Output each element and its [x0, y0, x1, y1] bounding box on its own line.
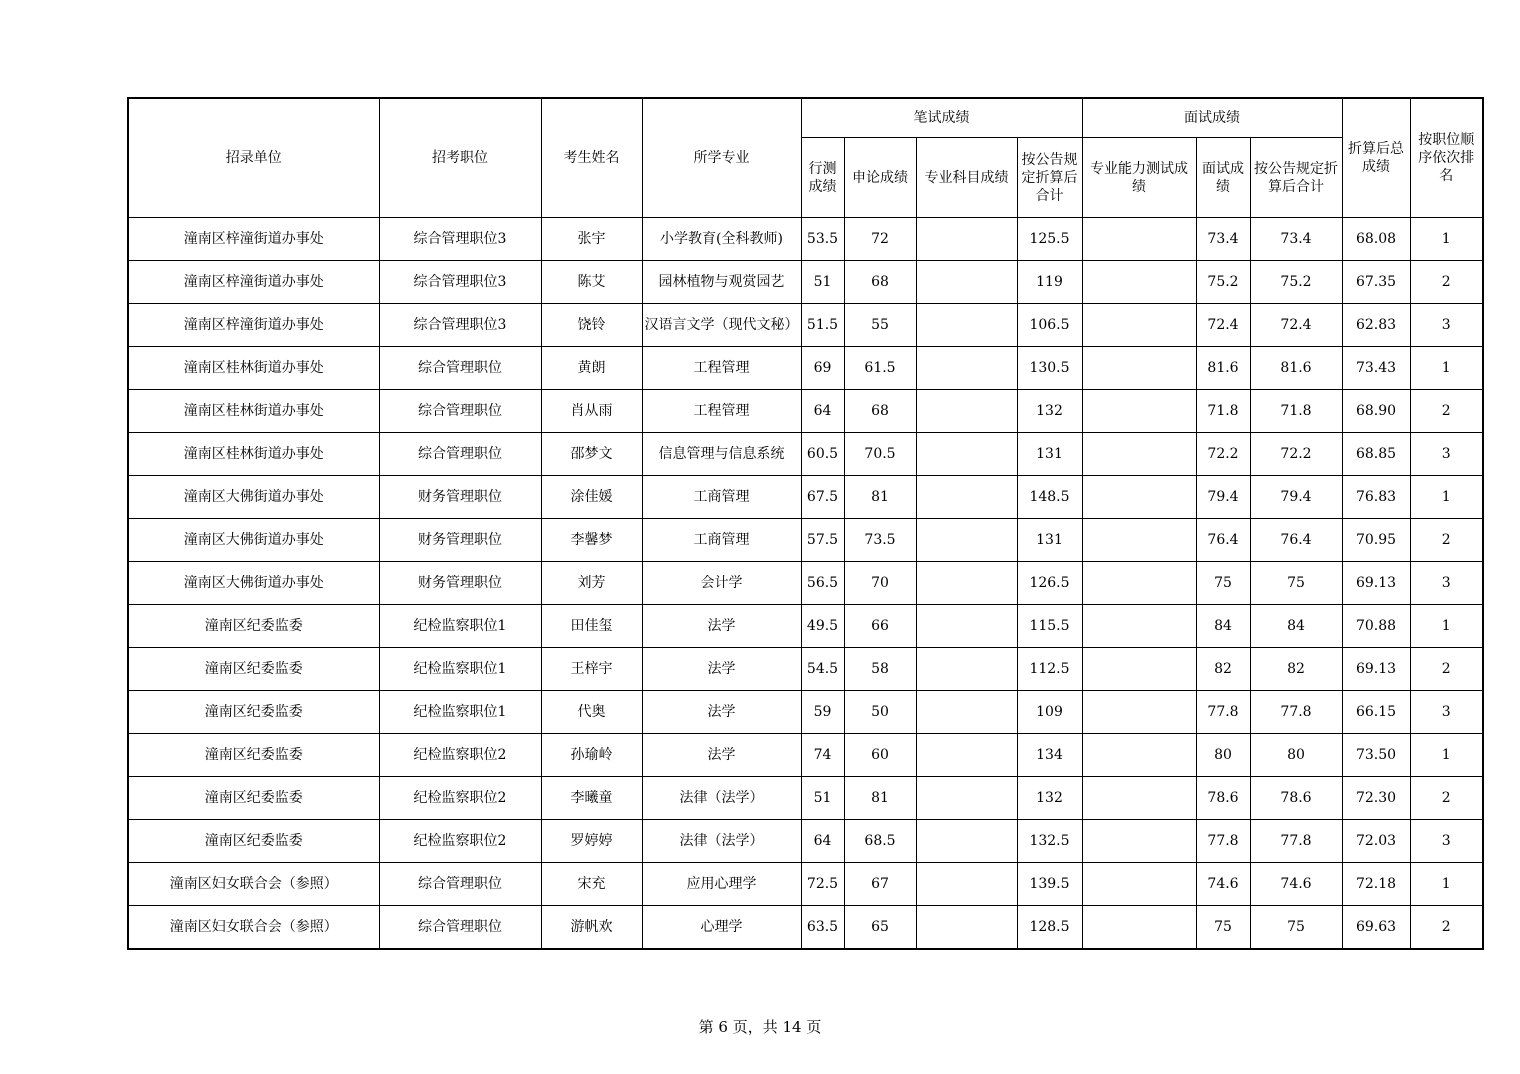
cell-professional-subject — [916, 476, 1017, 519]
cell-written-converted: 109 — [1017, 691, 1082, 734]
cell-interview-score: 72.2 — [1196, 433, 1250, 476]
table-row — [128, 648, 1483, 691]
cell-interview-score: 75 — [1196, 562, 1250, 605]
cell-rank: 3 — [1410, 433, 1483, 476]
cell-ability-test — [1082, 347, 1196, 390]
cell-name: 陈艾 — [541, 261, 642, 304]
cell-rank: 3 — [1410, 562, 1483, 605]
cell-interview-score: 84 — [1196, 605, 1250, 648]
cell-written-converted: 128.5 — [1017, 906, 1082, 950]
cell-shenlun: 68 — [844, 390, 916, 433]
table-row — [128, 218, 1483, 261]
cell-written-converted: 112.5 — [1017, 648, 1082, 691]
cell-major: 法学 — [642, 734, 801, 777]
cell-professional-subject — [916, 605, 1017, 648]
cell-name: 刘芳 — [541, 562, 642, 605]
cell-rank: 1 — [1410, 476, 1483, 519]
cell-position: 纪检监察职位1 — [379, 605, 541, 648]
cell-rank: 2 — [1410, 261, 1483, 304]
header-position: 招考职位 — [379, 98, 541, 218]
cell-written-converted: 134 — [1017, 734, 1082, 777]
cell-xingce: 59 — [801, 691, 844, 734]
table-row — [128, 863, 1483, 906]
table-row — [128, 734, 1483, 777]
cell-professional-subject — [916, 906, 1017, 950]
cell-shenlun: 66 — [844, 605, 916, 648]
cell-name: 王梓宇 — [541, 648, 642, 691]
cell-unit: 潼南区纪委监委 — [128, 820, 379, 863]
cell-ability-test — [1082, 476, 1196, 519]
cell-shenlun: 50 — [844, 691, 916, 734]
cell-unit: 潼南区妇女联合会（参照） — [128, 906, 379, 950]
cell-unit: 潼南区大佛街道办事处 — [128, 519, 379, 562]
cell-major: 法学 — [642, 648, 801, 691]
cell-interview-converted: 75 — [1250, 906, 1342, 950]
cell-ability-test — [1082, 562, 1196, 605]
cell-position: 综合管理职位 — [379, 390, 541, 433]
cell-shenlun: 70 — [844, 562, 916, 605]
cell-professional-subject — [916, 261, 1017, 304]
cell-shenlun: 68.5 — [844, 820, 916, 863]
cell-name: 田佳玺 — [541, 605, 642, 648]
cell-unit: 潼南区妇女联合会（参照） — [128, 863, 379, 906]
header-unit: 招录单位 — [128, 98, 379, 218]
cell-shenlun: 58 — [844, 648, 916, 691]
table-row — [128, 304, 1483, 347]
header-interview-converted: 按公告规定折算后合计 — [1250, 138, 1342, 218]
header-name: 考生姓名 — [541, 98, 642, 218]
cell-xingce: 49.5 — [801, 605, 844, 648]
cell-rank: 1 — [1410, 218, 1483, 261]
header-written-group: 笔试成绩 — [801, 98, 1082, 138]
cell-total: 70.88 — [1342, 605, 1410, 648]
cell-xingce: 51 — [801, 777, 844, 820]
cell-major: 应用心理学 — [642, 863, 801, 906]
cell-interview-score: 80 — [1196, 734, 1250, 777]
cell-professional-subject — [916, 777, 1017, 820]
cell-xingce: 67.5 — [801, 476, 844, 519]
cell-position: 综合管理职位 — [379, 347, 541, 390]
header-major: 所学专业 — [642, 98, 801, 218]
cell-name: 罗婷婷 — [541, 820, 642, 863]
cell-shenlun: 55 — [844, 304, 916, 347]
cell-xingce: 69 — [801, 347, 844, 390]
score-table — [127, 97, 1484, 950]
cell-major: 法学 — [642, 691, 801, 734]
cell-name: 孙瑜岭 — [541, 734, 642, 777]
table-row — [128, 777, 1483, 820]
cell-rank: 1 — [1410, 734, 1483, 777]
cell-ability-test — [1082, 261, 1196, 304]
table-row — [128, 347, 1483, 390]
header-ability-test: 专业能力测试成绩 — [1082, 138, 1196, 218]
cell-rank: 2 — [1410, 906, 1483, 950]
cell-total: 72.03 — [1342, 820, 1410, 863]
cell-unit: 潼南区纪委监委 — [128, 691, 379, 734]
header-rank: 按职位顺序依次排名 — [1410, 98, 1483, 218]
cell-major: 法学 — [642, 605, 801, 648]
cell-rank: 2 — [1410, 648, 1483, 691]
table-row — [128, 906, 1483, 950]
cell-written-converted: 131 — [1017, 433, 1082, 476]
cell-written-converted: 126.5 — [1017, 562, 1082, 605]
cell-total: 72.30 — [1342, 777, 1410, 820]
cell-shenlun: 73.5 — [844, 519, 916, 562]
cell-xingce: 72.5 — [801, 863, 844, 906]
cell-ability-test — [1082, 648, 1196, 691]
cell-name: 涂佳媛 — [541, 476, 642, 519]
cell-professional-subject — [916, 691, 1017, 734]
cell-total: 69.63 — [1342, 906, 1410, 950]
cell-interview-score: 77.8 — [1196, 820, 1250, 863]
header-interview-group: 面试成绩 — [1082, 98, 1342, 138]
cell-shenlun: 67 — [844, 863, 916, 906]
cell-unit: 潼南区桂林街道办事处 — [128, 390, 379, 433]
cell-interview-converted: 71.8 — [1250, 390, 1342, 433]
cell-total: 68.85 — [1342, 433, 1410, 476]
cell-shenlun: 60 — [844, 734, 916, 777]
cell-major: 会计学 — [642, 562, 801, 605]
cell-major: 工程管理 — [642, 390, 801, 433]
cell-professional-subject — [916, 218, 1017, 261]
cell-shenlun: 72 — [844, 218, 916, 261]
cell-rank: 1 — [1410, 863, 1483, 906]
header-professional-subject: 专业科目成绩 — [916, 138, 1017, 218]
cell-position: 综合管理职位 — [379, 433, 541, 476]
cell-name: 张宇 — [541, 218, 642, 261]
cell-rank: 3 — [1410, 820, 1483, 863]
cell-written-converted: 106.5 — [1017, 304, 1082, 347]
header-interview-score: 面试成绩 — [1196, 138, 1250, 218]
cell-interview-converted: 79.4 — [1250, 476, 1342, 519]
cell-written-converted: 131 — [1017, 519, 1082, 562]
cell-unit: 潼南区梓潼街道办事处 — [128, 218, 379, 261]
cell-written-converted: 132 — [1017, 777, 1082, 820]
cell-written-converted: 139.5 — [1017, 863, 1082, 906]
cell-total: 70.95 — [1342, 519, 1410, 562]
cell-professional-subject — [916, 433, 1017, 476]
cell-unit: 潼南区纪委监委 — [128, 648, 379, 691]
cell-professional-subject — [916, 734, 1017, 777]
cell-unit: 潼南区梓潼街道办事处 — [128, 304, 379, 347]
cell-professional-subject — [916, 648, 1017, 691]
cell-major: 工商管理 — [642, 519, 801, 562]
cell-ability-test — [1082, 691, 1196, 734]
cell-total: 69.13 — [1342, 648, 1410, 691]
table-row — [128, 390, 1483, 433]
cell-ability-test — [1082, 304, 1196, 347]
page-footer: 第 6 页，共 14 页 — [698, 1018, 822, 1036]
cell-written-converted: 115.5 — [1017, 605, 1082, 648]
cell-interview-converted: 84 — [1250, 605, 1342, 648]
cell-position: 纪检监察职位2 — [379, 820, 541, 863]
cell-professional-subject — [916, 562, 1017, 605]
header-total: 折算后总成绩 — [1342, 98, 1410, 218]
cell-position: 财务管理职位 — [379, 519, 541, 562]
cell-interview-converted: 78.6 — [1250, 777, 1342, 820]
table-row — [128, 519, 1483, 562]
cell-rank: 3 — [1410, 304, 1483, 347]
cell-ability-test — [1082, 734, 1196, 777]
header-shenlun: 申论成绩 — [844, 138, 916, 218]
cell-interview-converted: 76.4 — [1250, 519, 1342, 562]
cell-major: 工程管理 — [642, 347, 801, 390]
cell-xingce: 51 — [801, 261, 844, 304]
cell-ability-test — [1082, 390, 1196, 433]
cell-position: 综合管理职位 — [379, 906, 541, 950]
cell-interview-score: 72.4 — [1196, 304, 1250, 347]
cell-total: 73.43 — [1342, 347, 1410, 390]
cell-position: 财务管理职位 — [379, 476, 541, 519]
cell-interview-converted: 80 — [1250, 734, 1342, 777]
cell-unit: 潼南区大佛街道办事处 — [128, 562, 379, 605]
cell-rank: 3 — [1410, 691, 1483, 734]
cell-xingce: 64 — [801, 390, 844, 433]
table-row — [128, 562, 1483, 605]
cell-professional-subject — [916, 347, 1017, 390]
cell-written-converted: 132.5 — [1017, 820, 1082, 863]
cell-major: 小学教育(全科教师) — [642, 218, 801, 261]
cell-interview-converted: 81.6 — [1250, 347, 1342, 390]
cell-major: 心理学 — [642, 906, 801, 950]
cell-name: 代奥 — [541, 691, 642, 734]
cell-name: 黄朗 — [541, 347, 642, 390]
cell-xingce: 56.5 — [801, 562, 844, 605]
cell-interview-score: 82 — [1196, 648, 1250, 691]
cell-xingce: 57.5 — [801, 519, 844, 562]
cell-professional-subject — [916, 519, 1017, 562]
cell-interview-score: 75.2 — [1196, 261, 1250, 304]
cell-total: 68.08 — [1342, 218, 1410, 261]
cell-professional-subject — [916, 863, 1017, 906]
cell-total: 66.15 — [1342, 691, 1410, 734]
cell-major: 信息管理与信息系统 — [642, 433, 801, 476]
cell-interview-score: 74.6 — [1196, 863, 1250, 906]
cell-name: 李曦童 — [541, 777, 642, 820]
cell-position: 财务管理职位 — [379, 562, 541, 605]
score-table-body — [128, 218, 1483, 950]
cell-major: 汉语言文学（现代文秘） — [642, 304, 801, 347]
cell-total: 68.90 — [1342, 390, 1410, 433]
header-xingce: 行测成绩 — [801, 138, 844, 218]
cell-interview-score: 73.4 — [1196, 218, 1250, 261]
cell-interview-score: 81.6 — [1196, 347, 1250, 390]
cell-name: 李馨梦 — [541, 519, 642, 562]
cell-interview-converted: 72.4 — [1250, 304, 1342, 347]
cell-interview-converted: 74.6 — [1250, 863, 1342, 906]
cell-name: 宋充 — [541, 863, 642, 906]
cell-ability-test — [1082, 519, 1196, 562]
cell-xingce: 74 — [801, 734, 844, 777]
cell-professional-subject — [916, 304, 1017, 347]
cell-written-converted: 130.5 — [1017, 347, 1082, 390]
cell-position: 综合管理职位 — [379, 863, 541, 906]
cell-shenlun: 70.5 — [844, 433, 916, 476]
cell-written-converted: 125.5 — [1017, 218, 1082, 261]
cell-interview-score: 77.8 — [1196, 691, 1250, 734]
cell-rank: 2 — [1410, 519, 1483, 562]
cell-interview-score: 78.6 — [1196, 777, 1250, 820]
cell-unit: 潼南区桂林街道办事处 — [128, 433, 379, 476]
cell-name: 肖从雨 — [541, 390, 642, 433]
cell-total: 62.83 — [1342, 304, 1410, 347]
cell-xingce: 64 — [801, 820, 844, 863]
cell-position: 纪检监察职位1 — [379, 691, 541, 734]
cell-ability-test — [1082, 218, 1196, 261]
cell-xingce: 54.5 — [801, 648, 844, 691]
cell-rank: 1 — [1410, 347, 1483, 390]
cell-position: 纪检监察职位1 — [379, 648, 541, 691]
cell-name: 饶铃 — [541, 304, 642, 347]
table-row — [128, 691, 1483, 734]
cell-major: 工商管理 — [642, 476, 801, 519]
cell-position: 纪检监察职位2 — [379, 777, 541, 820]
cell-interview-score: 76.4 — [1196, 519, 1250, 562]
cell-interview-score: 75 — [1196, 906, 1250, 950]
table-row — [128, 476, 1483, 519]
cell-position: 综合管理职位3 — [379, 304, 541, 347]
cell-interview-score: 71.8 — [1196, 390, 1250, 433]
cell-interview-converted: 77.8 — [1250, 820, 1342, 863]
cell-written-converted: 119 — [1017, 261, 1082, 304]
cell-total: 67.35 — [1342, 261, 1410, 304]
cell-unit: 潼南区桂林街道办事处 — [128, 347, 379, 390]
cell-ability-test — [1082, 906, 1196, 950]
header-written-converted: 按公告规定折算后合计 — [1017, 138, 1082, 218]
cell-ability-test — [1082, 605, 1196, 648]
cell-position: 综合管理职位3 — [379, 218, 541, 261]
cell-total: 73.50 — [1342, 734, 1410, 777]
cell-professional-subject — [916, 390, 1017, 433]
cell-xingce: 60.5 — [801, 433, 844, 476]
cell-xingce: 51.5 — [801, 304, 844, 347]
cell-interview-converted: 75.2 — [1250, 261, 1342, 304]
cell-shenlun: 68 — [844, 261, 916, 304]
table-row — [128, 433, 1483, 476]
cell-interview-converted: 77.8 — [1250, 691, 1342, 734]
cell-total: 76.83 — [1342, 476, 1410, 519]
cell-unit: 潼南区大佛街道办事处 — [128, 476, 379, 519]
cell-rank: 1 — [1410, 605, 1483, 648]
cell-total: 72.18 — [1342, 863, 1410, 906]
cell-ability-test — [1082, 433, 1196, 476]
cell-xingce: 53.5 — [801, 218, 844, 261]
cell-position: 综合管理职位3 — [379, 261, 541, 304]
cell-ability-test — [1082, 863, 1196, 906]
cell-position: 纪检监察职位2 — [379, 734, 541, 777]
cell-interview-converted: 72.2 — [1250, 433, 1342, 476]
cell-shenlun: 81 — [844, 777, 916, 820]
cell-shenlun: 61.5 — [844, 347, 916, 390]
table-row — [128, 261, 1483, 304]
cell-major: 园林植物与观赏园艺 — [642, 261, 801, 304]
cell-major: 法律（法学） — [642, 777, 801, 820]
cell-major: 法律（法学） — [642, 820, 801, 863]
cell-unit: 潼南区纪委监委 — [128, 734, 379, 777]
cell-shenlun: 81 — [844, 476, 916, 519]
cell-interview-converted: 75 — [1250, 562, 1342, 605]
cell-xingce: 63.5 — [801, 906, 844, 950]
cell-written-converted: 132 — [1017, 390, 1082, 433]
table-row — [128, 820, 1483, 863]
cell-interview-converted: 73.4 — [1250, 218, 1342, 261]
cell-unit: 潼南区梓潼街道办事处 — [128, 261, 379, 304]
cell-written-converted: 148.5 — [1017, 476, 1082, 519]
cell-shenlun: 65 — [844, 906, 916, 950]
cell-professional-subject — [916, 820, 1017, 863]
cell-ability-test — [1082, 820, 1196, 863]
cell-ability-test — [1082, 777, 1196, 820]
cell-interview-score: 79.4 — [1196, 476, 1250, 519]
cell-unit: 潼南区纪委监委 — [128, 777, 379, 820]
cell-unit: 潼南区纪委监委 — [128, 605, 379, 648]
table-row — [128, 605, 1483, 648]
cell-name: 游帆欢 — [541, 906, 642, 950]
cell-interview-converted: 82 — [1250, 648, 1342, 691]
cell-rank: 2 — [1410, 777, 1483, 820]
cell-name: 邵梦文 — [541, 433, 642, 476]
cell-total: 69.13 — [1342, 562, 1410, 605]
cell-rank: 2 — [1410, 390, 1483, 433]
